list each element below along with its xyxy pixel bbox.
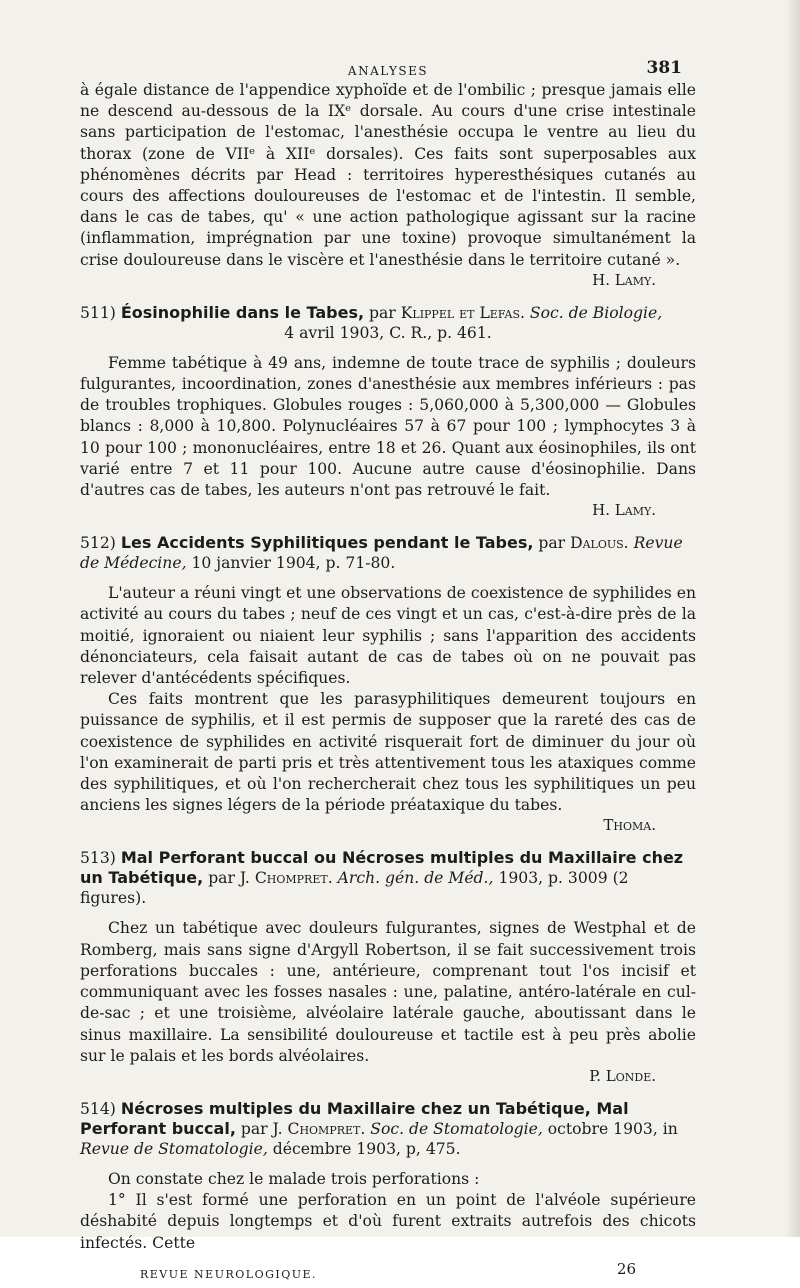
entry-514-authors: Chompret.	[287, 1119, 366, 1138]
entry-512-signature: Thoma.	[603, 816, 656, 835]
entry-513-heading: 513) Mal Perforant buccal ou Nécroses multiples du Maxillaire chez un Tabétique, par J. Chompret. Arch. gén. de Méd., 1903, p. 3009 (2 figures).	[80, 848, 684, 908]
entry-513-signature: P. Londe.	[589, 1066, 656, 1085]
entry-513-journal: Arch. gén. de Méd.,	[337, 869, 494, 888]
entry-514-journal: Soc. de Stomatologie,	[370, 1119, 543, 1138]
entry-512-paragraph-1: L'auteur a réuni vingt et une observations de coexistence de syphilides en activité au cours du tabes ; neuf de ces vingt et un cas, c'est-à-dire près de la moitié, ignoraient ou niaient leur syphilis ; sans l'apparition des accidents dénonciateurs, cela faisait autant de cas de tabes où on ne pouvait pas relever d'antécédents spécifiques.	[80, 584, 696, 688]
entry-513-reference: 1903, p. 3009 (2 figures).	[80, 869, 629, 908]
page-header	[80, 58, 696, 80]
entry-514-journal-2: Revue de Stomatologie,	[80, 1139, 268, 1158]
intro-signature: H. Lamy.	[592, 270, 656, 289]
entry-511-paragraph: Femme tabétique à 49 ans, indemne de toute trace de syphilis ; douleurs fulgurantes, incoordination, zones d'anesthésie aux membres inférieurs : pas de troubles trophiques. Globules rouges : 5,060,000 à 5,300,000 — Globules blancs : 8,000 à 10,800. Polynucléaires 57 à 67 pour 100 ; lymphocytes 3 à 10 pour 100 ; mononucléaires, entre 18 et 26. Quant aux éosinophiles, ils ont varié entre 7 et 11 pour 100. Aucune autre cause d'éosinophilie. Dans d'autres cas de tabes, les auteurs n'ont pas retrouvé le fait.	[80, 353, 696, 500]
page-footer	[80, 1260, 696, 1288]
footer-sheet-number: 26	[616, 1259, 636, 1278]
entry-514-paragraph-2: 1° Il s'est formé une perforation en un point de l'alvéole supérieure déshabité depuis longtemps et d'où furent extraits autrefois des chicots infectés. Cette	[80, 1191, 696, 1252]
entry-514-reference: décembre 1903, p, 475.	[272, 1139, 461, 1158]
entry-512-reference: 10 janvier 1904, p. 71-80.	[191, 554, 396, 573]
entry-511-signature: H. Lamy.	[592, 501, 656, 520]
entry-514-paragraph-1: On constate chez le malade trois perforations :	[108, 1169, 480, 1188]
entry-513-title: Mal Perforant buccal ou Nécroses multiples du Maxillaire chez un Tabétique,	[80, 848, 684, 888]
page-binding-edge	[786, 0, 800, 1237]
intro-paragraph: à égale distance de l'appendice xyphoïde et de l'ombilic ; presque jamais elle ne descend au-dessous de la IXᵉ dorsale. Au cours d'une crise intestinale sans participation de l'estomac, l'anesthésie occupa le ventre au lieu du thorax (zone de VIIᵉ à XIIᵉ dorsales). Ces faits sont superposables aux phénomènes décrits par Head : territoires hyperesthésiques cutanés au cours des affections douloureuses de l'estomac et de l'intestin. Il semble, dans le cas de tabes, qu' « une action pathologique agissant sur la racine (inflammation, imprégnation par une toxine) provoque simultanément la crise douloureuse dans le viscère et l'anesthésie dans le territoire cutané ».	[80, 81, 696, 269]
entry-513-authors: Chompret.	[254, 869, 333, 888]
entry-514-title: Nécroses multiples du Maxillaire chez un Tabétique, Mal Perforant buccal,	[80, 1098, 629, 1138]
entry-513-paragraph: Chez un tabétique avec douleurs fulgurantes, signes de Westphal et de Romberg, mais sans signe d'Argyll Robertson, il se fait successivement trois perforations buccales : une, antérieure, comprenant tout l'os incisif et communiquant avec les fosses nasales : une, palatine, antéro-latérale en cul-de-sac ; et une troisième, alvéolaire latérale gauche, aboutissant dans le sinus maxillaire. La sensibilité douloureuse et tactile est à peu près abolie sur le palais et les bords alvéolaires.	[80, 919, 696, 1065]
entry-512-authors: Dalous.	[570, 534, 629, 553]
entry-512-title: Les Accidents Syphilitiques pendant le Tabes,	[120, 533, 534, 553]
entry-514-heading: 514) Nécroses multiples du Maxillaire chez un Tabétique, Mal Perforant buccal, par J. Chompret. Soc. de Stomatologie, octobre 1903, in Revue de Stomatologie, décembre 1903, p, 475.	[80, 1098, 678, 1158]
entry-511-heading: 511) Éosinophilie dans le Tabes, par Klippel et Lefas. Soc. de Biologie,	[80, 302, 663, 322]
entry-512-journal: Revue de Médecine,	[80, 534, 683, 573]
entry-511-title: Éosinophilie dans le Tabes,	[120, 302, 365, 322]
text-block	[80, 58, 696, 1288]
entry-512-paragraph-2: Ces faits montrent que les parasyphilitiques demeurent toujours en puissance de syphilis, et il est permis de supposer que la rareté des cas de coexistence de syphilides en activité risquerait fort de diminuer du jour où l'on examinerait de parti pris et très attentivement tous les ataxiques comme des syphilitiques, et où l'on rechercherait chez tous les syphilitiques un peu anciens les signes légers de la période préataxique du tabes.	[80, 690, 696, 815]
footer-journal: REVUE NEUROLOGIQUE.	[140, 1267, 318, 1281]
entry-511-journal: Soc. de Biologie,	[529, 303, 663, 322]
running-title: ANALYSES	[347, 64, 429, 78]
entry-512-heading: 512) Les Accidents Syphilitiques pendant le Tabes, par Dalous. Revue de Médecine, 10 janvier 1904, p. 71-80.	[80, 533, 683, 573]
page-number: 381	[646, 58, 682, 78]
entry-511-authors: Klippel et Lefas.	[400, 303, 525, 322]
entry-511-reference: 4 avril 1903, C. R., p. 461.	[284, 323, 492, 342]
